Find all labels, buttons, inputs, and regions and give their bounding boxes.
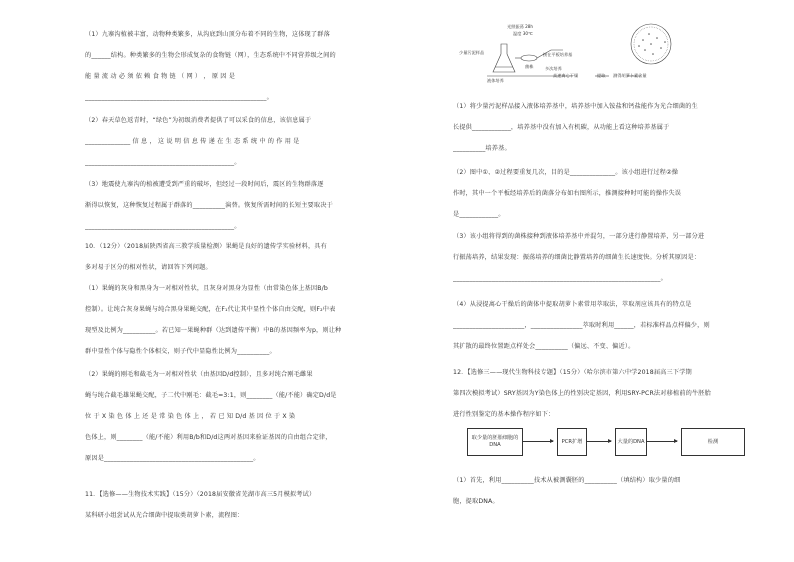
text-line: 多对易于区分的相对性状，请回答下列问题。 bbox=[85, 264, 212, 271]
text-line: （4）从浸提离心干燥后的菌体中提取胡萝卜素常用萃取法，萃取剂应该具有的特点是 bbox=[453, 301, 692, 308]
experiment-diagram bbox=[453, 22, 765, 94]
diagram-label: 接在平板培养基 bbox=[543, 52, 573, 57]
diagram-label: 少量污泥样品 bbox=[459, 50, 485, 55]
question-12-part1 bbox=[453, 470, 765, 512]
text-line: 位 于 X 染 色 体 上 还 是 常 染 色 体 上 ， 若 已 知 D/d 基 因 位 于 X 染 bbox=[85, 413, 296, 420]
text-line: 控制）。让纯合灰身果蝇与纯合黑身果蝇交配，在F₁代让其中显性个体自由交配，则F₂中表 bbox=[85, 306, 336, 313]
question-11-part4 bbox=[453, 294, 765, 357]
text-line: 12．【选修三——现代生物科技专题】（15分）（哈尔滨市第六中学2018届高三下学期 bbox=[453, 369, 692, 376]
diagram-label: 液体培养 bbox=[487, 78, 504, 83]
text-line: 群中显性个体与隐性个体相交，则子代中显隐性比例为__________。 bbox=[85, 348, 276, 355]
text-line: 胞，提取DNA。 bbox=[453, 498, 499, 505]
question-11-part1 bbox=[453, 96, 765, 159]
flow-box-detect: 检测 bbox=[681, 428, 745, 456]
text-line: 11．【选修——生物技术实践】（15分）（2018届安徽省芜湖市高三5月模拟考试） bbox=[85, 491, 316, 498]
diagram-label: 提取 bbox=[597, 73, 606, 78]
text-line: （1）九寨沟植被丰富，动物种类繁多，从沟底到山顶分布着不同的生物，这体现了群落 bbox=[85, 31, 330, 38]
question-10-intro bbox=[85, 236, 397, 278]
diagram-label: 多次培养 bbox=[545, 66, 562, 71]
paragraph-q9-part1 bbox=[85, 24, 397, 108]
flow-box-sample-dna: 取少量的胚胎细胞的DNA bbox=[467, 428, 523, 456]
paragraph-q9-part3 bbox=[85, 174, 397, 237]
question-12-intro bbox=[453, 362, 765, 425]
text-line: 行振荡培养，结果发现：振荡培养的细菌比静置培养的细菌生长速度快。分析其原因是： bbox=[453, 254, 701, 261]
text-line: ______________________，________________萃取时利用______，若标准样品点样偏少，则 bbox=[453, 322, 710, 329]
flow-arrow-icon bbox=[647, 441, 677, 442]
text-line: 10．（12分）（2018届陕西省高三教学质量检测）果蝇是良好的遗传学实验材料，具有 bbox=[85, 243, 327, 250]
flow-box-large-dna: 大量的DNA bbox=[615, 428, 647, 456]
flow-arrow-icon bbox=[523, 441, 553, 442]
text-line: （2）春天草色返青时，“绿色”为初级消费者提供了可以采食的信息，该信息属于 bbox=[85, 117, 312, 124]
text-line: ______________________________________________。 bbox=[85, 159, 241, 166]
text-line: 其扩散的最终位置距点样处会__________（偏远、不变、偏近）。 bbox=[453, 343, 635, 350]
flow-box-pcr: PCR扩增 bbox=[557, 428, 587, 456]
diagram-label: 测得胡萝卜素含量 bbox=[613, 73, 647, 78]
text-line: （1）首先，利用__________技术从被测囊胚的__________（填结构）取少量的细 bbox=[453, 477, 681, 484]
question-10-part2 bbox=[85, 364, 397, 469]
text-line: 作时，其中一个平板经培养后的菌落分布如右图所示，推测接种时可能的操作失误 bbox=[453, 190, 682, 197]
paragraph-q9-part2 bbox=[85, 110, 397, 173]
text-line: 渐得以恢复，这种恢复过程属于群落的__________演替。恢复所需时间的长短主要取决于 bbox=[85, 202, 333, 209]
pcr-flowchart bbox=[467, 424, 757, 460]
text-line: 进行性别鉴定的基本操作程序如下： bbox=[453, 411, 555, 418]
question-10-part1 bbox=[85, 278, 397, 362]
diagram-label: 光照振荡 28h bbox=[507, 24, 534, 29]
text-line: 能 量 流 动 必 须 依 赖 食 物 链 （ 网 ） ， 原 因 是 bbox=[85, 73, 236, 80]
question-11-intro bbox=[85, 484, 397, 526]
text-line: 原因是______________________________________________。 bbox=[85, 455, 260, 462]
petri-dish-icon bbox=[521, 55, 537, 61]
text-line: （1）将少量污泥样品接入液体培养基中，培养基中加入铵盐和钙盐能作为光合细菌的生 bbox=[453, 103, 698, 110]
question-11-part2 bbox=[453, 162, 765, 225]
text-line: ______________________________________________。 bbox=[85, 223, 241, 230]
text-line: ______________ 信 息 ， 这 说 明 信 息 传 递 在 生 态 系 统 中 的 作 用 是 bbox=[85, 138, 300, 145]
text-line: 现型及比例为__________。若已知一果蝇种群（达到遗传平衡）中B的基因频率为p，则让种 bbox=[85, 327, 342, 334]
text-line: 第四次模拟考试）SRY基因为Y染色体上的性别决定基因，利用SRY-PCR法对移植前的牛胚胎 bbox=[453, 390, 711, 397]
text-line: 色体上，则________（能/不能）利用B/b和D/d这两对基因来验证基因的自由组合定律， bbox=[85, 434, 332, 441]
text-line: __________培养基。 bbox=[453, 145, 511, 152]
flow-arrow-icon bbox=[587, 441, 611, 442]
text-line: ________________________________________________________。 bbox=[85, 94, 273, 101]
text-line: （1）果蝇的灰身和黑身为一对相对性状，且灰身对黑身为显性（由常染色体上基因B/b bbox=[85, 285, 328, 292]
text-line: （2）图中①、②过程要重复几次，目的是______________。该小组进行过程②操 bbox=[453, 169, 679, 176]
text-line: 是____________。 bbox=[453, 211, 505, 218]
diagram-label: 温度 30℃ bbox=[513, 31, 533, 36]
question-11-part3 bbox=[453, 226, 765, 289]
text-line: （3）地震使九寨沟的植被遭受到严重的破坏，但经过一段时间后，震区的生物群落逐 bbox=[85, 181, 324, 188]
text-line: ________________________________________________________________。 bbox=[453, 275, 667, 282]
text-line: 蝇与纯合截毛雄果蝇交配，子二代中刚毛：截毛=3:1，则________（能/不能）确定D/d是 bbox=[85, 392, 337, 399]
text-line: 的______结构。种类繁多的生物会形成复杂的食物链（网），生态系统中不同营养级之间的 bbox=[85, 52, 336, 59]
text-line: 长提供____________，培养基中没有加入有机碳，从功能上看这种培养基属于 bbox=[453, 124, 670, 131]
flask-icon bbox=[493, 44, 515, 72]
text-line: 某科研小组尝试从光合细菌中提取类胡萝卜素，流程图： bbox=[85, 512, 244, 519]
text-line: （2）果蝇的刚毛和截毛为一对相对性状（由基因D/d控制），且多对纯合刚毛雌果 bbox=[85, 371, 313, 378]
text-line: （3）该小组将得到的菌株接种到液体培养基中并混匀，一部分进行静置培养，另一部分进 bbox=[453, 233, 705, 240]
diagram-label: 高速离心干燥 bbox=[553, 73, 579, 78]
diagram-label: 菌株 bbox=[525, 64, 534, 69]
